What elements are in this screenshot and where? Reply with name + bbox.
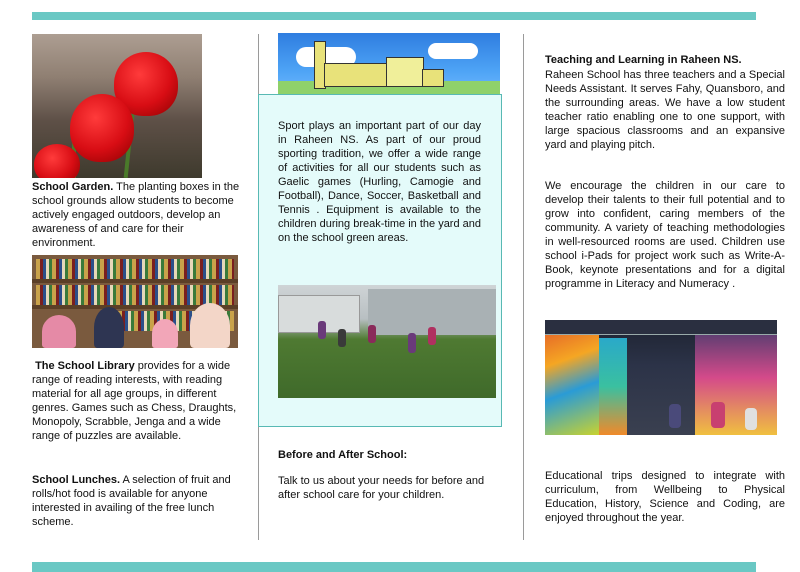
garden-tulips-photo (32, 34, 202, 178)
before-after-text: Talk to us about your needs for before and after school care for your children. (278, 475, 485, 501)
teaching-paragraph-2: We encourage the children in our care to develop their talents to their full potential and to grow into confident, caring members of the community. A variety of teaching methodologies in well-resourced rooms are used. Children use school i-Pads for project work such as Write-A-Book, keynote presentations and for a digital programme in Literacy and Numeracy . (545, 180, 785, 290)
garden-text: The planting boxes in the school grounds allow students to become actively engaged outdoors, develop an awareness of and care for their environment. (32, 181, 240, 249)
lunches-paragraph (32, 473, 240, 529)
garden-title: School Garden. (32, 181, 114, 193)
school-building-drawing (278, 33, 500, 95)
sport-paragraph: Sport plays an important part of our day in Raheen NS. As part of our proud sporting tradition, we offer a wide range of activities for all our students such as Gaelic games (Hurling, Camogie and Football), Dance, Soccer, Basketball and Tennis . Equipment is available to the children during break-time in the yard and on the school green areas. (278, 120, 482, 244)
teaching-paragraph-3: Educational trips designed to integrate with curriculum, from Wellbeing to Physical Education, History, Science and Coding, are enjoyed throughout the year. (545, 470, 785, 524)
library-photo (32, 255, 238, 348)
lunches-title: School Lunches. (32, 474, 121, 486)
climbing-wall-photo (545, 320, 777, 435)
library-text: provides for a wide range of reading interests, with reading material for all age groups, in different genres. Games such as Chess, Draughts, Monopoly, Scrabble, Jenga and a wide range of puzzles are available. (32, 360, 237, 442)
sport-field-photo (278, 285, 496, 398)
top-accent-bar (32, 12, 756, 20)
column-divider-left-top (258, 34, 259, 94)
bottom-accent-bar (32, 562, 756, 572)
teaching-paragraph-1: Raheen School has three teachers and a Special Needs Assistant. It serves Fahy, Quansboro, and the surrounding areas. We have a low student teacher ratio enabling one to one support, with large spacious classrooms and an expansive yard and playing pitch. (545, 69, 785, 151)
column-divider-right (523, 34, 524, 540)
garden-paragraph (32, 180, 240, 250)
before-after-title: Before and After School: (278, 449, 408, 461)
lunches-text: A selection of fruit and rolls/hot food is available for anyone interested in availing of the free lunch scheme. (32, 474, 231, 528)
teaching-title: Teaching and Learning in Raheen NS. (545, 54, 742, 66)
library-title: The School Library (35, 360, 135, 372)
library-paragraph (32, 359, 240, 443)
column-divider-left-bottom (258, 427, 259, 540)
